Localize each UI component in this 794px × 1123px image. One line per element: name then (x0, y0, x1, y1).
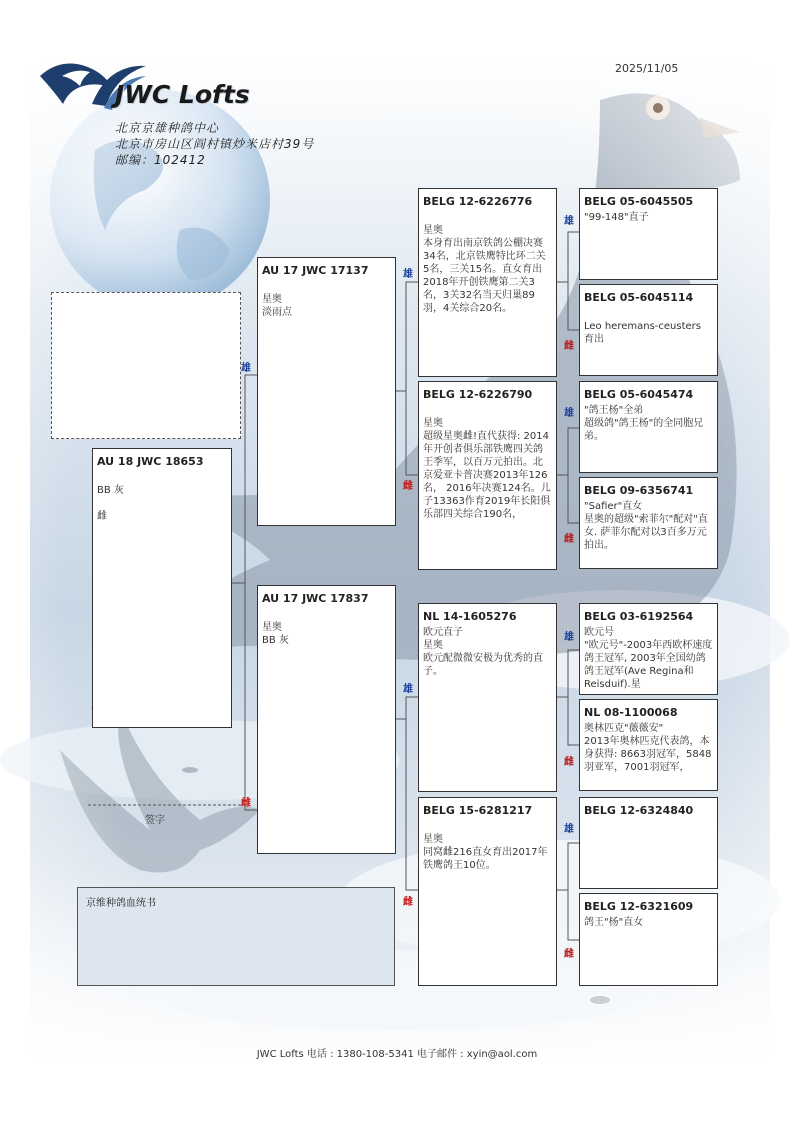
great-grandparent-card (579, 797, 718, 889)
pedigree-note: 星奥 (262, 622, 282, 633)
pedigree-note: 淡雨点 (262, 307, 292, 318)
female-marker: 雌 (403, 897, 413, 908)
ring-number: BELG 05-6045474 (584, 388, 694, 401)
pedigree-note: 2013年奥林匹克代表鸽，本身获得: 8663羽冠军，5848羽亚军，7001羽冠军， (584, 736, 712, 773)
female-marker: 雌 (403, 481, 413, 492)
pedigree-note: 超级鸽"鸽王杨"的全同胞兄弟。 (584, 418, 704, 442)
certificate-title: 京维种鸽血统书 (86, 898, 156, 909)
ring-number: BELG 12-6226790 (423, 388, 533, 401)
male-marker: 雄 (403, 269, 413, 280)
great-grandparent-card (579, 893, 718, 986)
ring-number: BELG 15-6281217 (423, 804, 533, 817)
pedigree-note: 欧元配微微安极为优秀的直子。 (423, 653, 543, 677)
pedigree-note: 奥林匹克"薇薇安" (584, 723, 664, 734)
pedigree-note: BB 灰 (262, 635, 289, 646)
signature-label: 签字 (145, 815, 165, 826)
grandparent-card (418, 603, 557, 792)
pedigree-note: "鸽王杨"全弟 (584, 405, 644, 416)
dam-card (257, 585, 396, 854)
pedigree-note: 鸽王"杨"直女 (584, 917, 644, 928)
great-grandparent-card (579, 477, 718, 569)
great-grandparent-card (579, 188, 718, 280)
ring-number: BELG 12-6321609 (584, 900, 694, 913)
ring-number: AU 17 JWC 17137 (262, 264, 369, 277)
male-marker: 雄 (564, 824, 574, 835)
male-marker: 雄 (564, 632, 574, 643)
pedigree-note: 星奥的超级"索菲尔"配对"直女. 萨菲尔配对以3百多万元拍出。 (584, 514, 708, 551)
ring-number: AU 18 JWC 18653 (97, 455, 204, 468)
pedigree-note: 星奥 (423, 834, 443, 845)
grandparent-card (418, 797, 557, 986)
document-date: 2025/11/05 (615, 62, 679, 75)
sire-card (257, 257, 396, 526)
pedigree-note: 本身育出南京铁鸽公棚决赛34名，北京铁鹰特比环二关5名，三关15名。直女育出2018年开创铁鹰第二关3名，3关32名当天归巢89羽，4关综合20名。 (423, 238, 546, 314)
pedigree-note: 欧元号 (584, 627, 614, 638)
pigeon-sex: 雌 (97, 511, 107, 522)
ring-number: BELG 05-6045505 (584, 195, 694, 208)
address-line: 北京京雄种鸽中心 (115, 121, 220, 135)
female-marker: 雌 (241, 798, 251, 809)
brand-name: JWC Lofts (115, 80, 250, 109)
footer-contact: JWC Lofts 电话 : 1380-108-5341 电子邮件 : xyin@aol.com (256, 1049, 538, 1060)
pedigree-note: 星奥 (423, 225, 443, 236)
pigeon-color: BB 灰 (97, 485, 124, 496)
great-grandparent-card (579, 603, 718, 695)
ring-number: NL 08-1100068 (584, 706, 678, 719)
pedigree-note: Leo heremans-ceusters 育出 (584, 321, 701, 345)
pedigree-note: "99-148"直子 (584, 212, 649, 223)
pedigree-note: 星奥 (262, 294, 282, 305)
pedigree-note: 星奥 (423, 640, 443, 651)
great-grandparent-card (579, 699, 718, 791)
female-marker: 雌 (564, 341, 574, 352)
pedigree-note: 同窝雌216直女育出2017年铁鹰鸽王10位。 (423, 847, 548, 871)
male-marker: 雄 (403, 684, 413, 695)
ring-number: BELG 09-6356741 (584, 484, 694, 497)
certificate-box (77, 887, 395, 986)
grandparent-card (418, 188, 557, 377)
pedigree-note: 超级星奥雌!直代获得: 2014年开创者俱乐部铁鹰四关鸽王季军，以百万元拍出。北京爱亚卡普决赛2013年126名， 2016年决赛124名。儿子13363作育2019年长阳俱乐部四关综合190名， (423, 431, 551, 520)
grandparent-card (418, 381, 557, 570)
pedigree-note: "欧元号"-2003年西欧杯速度鸽王冠军, 2003年全国幼鸽鸽王冠军(Ave Regina和Reisduif).星 (584, 640, 713, 690)
male-marker: 雄 (564, 408, 574, 419)
female-marker: 雌 (564, 757, 574, 768)
pedigree-note: 欧元直子 (423, 627, 463, 638)
ring-number: BELG 12-6226776 (423, 195, 533, 208)
address-line: 邮编：102412 (115, 153, 206, 167)
great-grandparent-card (579, 381, 718, 473)
ring-number: BELG 12-6324840 (584, 804, 694, 817)
great-grandparent-card (579, 284, 718, 376)
male-marker: 雄 (241, 363, 251, 374)
female-marker: 雌 (564, 949, 574, 960)
address-line: 北京市房山区阎村镇炒米店村39号 (115, 137, 315, 151)
ring-number: BELG 05-6045114 (584, 291, 694, 304)
ring-number: NL 14-1605276 (423, 610, 517, 623)
subject-card (92, 448, 232, 728)
ring-number: BELG 03-6192564 (584, 610, 694, 623)
ring-number: AU 17 JWC 17837 (262, 592, 369, 605)
pedigree-note: 星奥 (423, 418, 443, 429)
female-marker: 雌 (564, 534, 574, 545)
pedigree-note: "Safier"直女 (584, 501, 643, 512)
male-marker: 雄 (564, 216, 574, 227)
